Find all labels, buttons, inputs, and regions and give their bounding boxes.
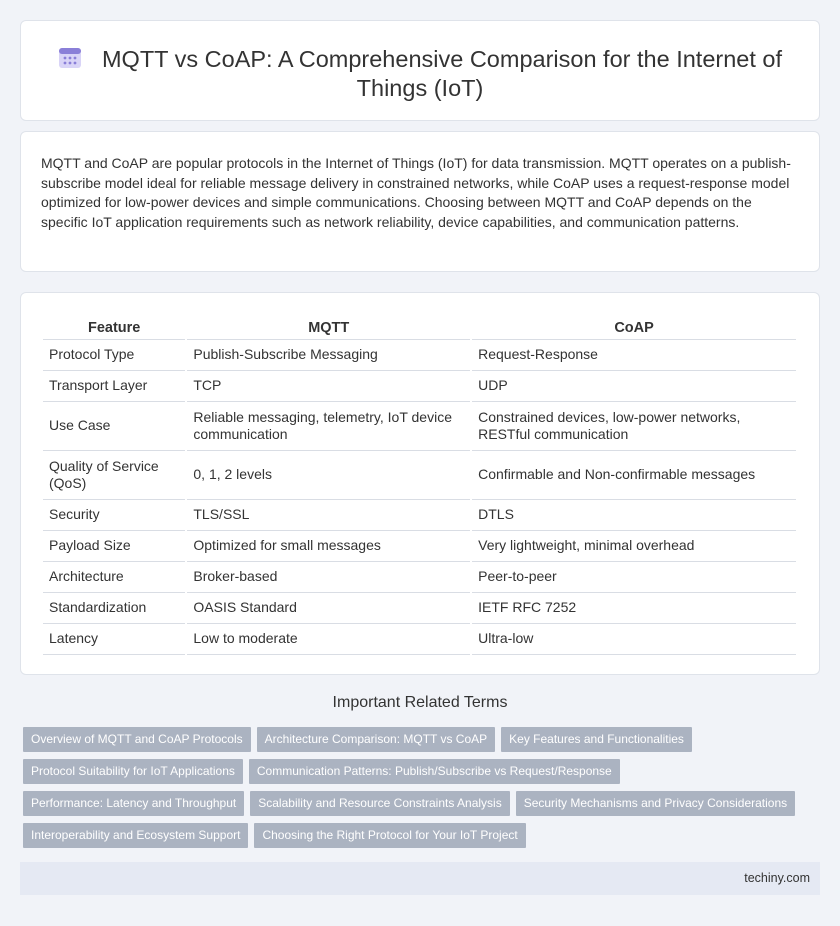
- cell-coap: Ultra-low: [472, 624, 796, 655]
- table-header-row: [43, 313, 796, 340]
- title-card: [20, 20, 820, 121]
- table-row: [43, 340, 796, 371]
- cell-feature: Payload Size: [43, 531, 185, 562]
- cell-feature: Security: [43, 500, 185, 531]
- intro-card: [20, 131, 820, 272]
- table-row: [43, 624, 796, 655]
- footer-bar: [20, 862, 820, 895]
- cell-feature: Quality of Service (QoS): [43, 451, 185, 500]
- cell-mqtt: OASIS Standard: [187, 593, 470, 624]
- cell-mqtt: 0, 1, 2 levels: [187, 451, 470, 500]
- table-row: [43, 451, 796, 500]
- cell-feature: Architecture: [43, 562, 185, 593]
- table-row: [43, 371, 796, 402]
- cell-coap: Constrained devices, low-power networks, RESTful communication: [472, 402, 796, 451]
- header-feature: Feature: [43, 313, 185, 340]
- related-terms-tags: [23, 727, 813, 855]
- tag-row: [23, 823, 813, 855]
- related-terms-heading: Important Related Terms: [332, 694, 508, 711]
- page-title: MQTT vs CoAP: A Comprehensive Comparison for the Internet of Things (IoT): [101, 46, 783, 101]
- table-row: [43, 562, 796, 593]
- tag-row: [23, 759, 813, 791]
- cell-feature: Latency: [43, 624, 185, 655]
- related-term-tag[interactable]: Security Mechanisms and Privacy Considerations: [516, 791, 795, 816]
- table-row: [43, 402, 796, 451]
- page-title-row: [21, 45, 819, 103]
- tag-row: [23, 727, 813, 759]
- related-term-tag[interactable]: Protocol Suitability for IoT Applications: [23, 759, 243, 784]
- cell-coap: Very lightweight, minimal overhead: [472, 531, 796, 562]
- cell-feature: Use Case: [43, 402, 185, 451]
- cell-feature: Transport Layer: [43, 371, 185, 402]
- related-term-tag[interactable]: Choosing the Right Protocol for Your IoT Project: [254, 823, 525, 848]
- related-term-tag[interactable]: Interoperability and Ecosystem Support: [23, 823, 248, 848]
- table-row: [43, 500, 796, 531]
- comparison-table: [41, 313, 798, 655]
- cell-mqtt: Publish-Subscribe Messaging: [187, 340, 470, 371]
- cell-coap: Request-Response: [472, 340, 796, 371]
- table-row: [43, 593, 796, 624]
- cell-mqtt: TCP: [187, 371, 470, 402]
- header-mqtt: MQTT: [187, 313, 470, 340]
- related-term-tag[interactable]: Key Features and Functionalities: [501, 727, 692, 752]
- cell-mqtt: TLS/SSL: [187, 500, 470, 531]
- related-term-tag[interactable]: Overview of MQTT and CoAP Protocols: [23, 727, 251, 752]
- cell-mqtt: Low to moderate: [187, 624, 470, 655]
- comparison-table-card: [20, 292, 820, 675]
- tag-row: [23, 791, 813, 823]
- intro-paragraph: MQTT and CoAP are popular protocols in the Internet of Things (IoT) for data transmission. MQTT operates on a publish-subscribe model ideal for reliable message delivery in constrained networks, while CoAP uses a request-response model optimized for low-power devices and simple communications. Choosing between MQTT and CoAP depends on the specific IoT application requirements such as network reliability, device capabilities, and communication patterns.: [41, 155, 791, 230]
- cell-mqtt: Reliable messaging, telemetry, IoT device communication: [187, 402, 470, 451]
- related-term-tag[interactable]: Scalability and Resource Constraints Analysis: [250, 791, 509, 816]
- cell-coap: DTLS: [472, 500, 796, 531]
- header-coap: CoAP: [472, 313, 796, 340]
- calendar-grid-icon: [58, 46, 82, 70]
- cell-coap: UDP: [472, 371, 796, 402]
- cell-feature: Protocol Type: [43, 340, 185, 371]
- cell-feature: Standardization: [43, 593, 185, 624]
- cell-mqtt: Optimized for small messages: [187, 531, 470, 562]
- cell-coap: IETF RFC 7252: [472, 593, 796, 624]
- related-term-tag[interactable]: Communication Patterns: Publish/Subscribe vs Request/Response: [249, 759, 620, 784]
- cell-coap: Confirmable and Non-confirmable messages: [472, 451, 796, 500]
- related-term-tag[interactable]: Performance: Latency and Throughput: [23, 791, 244, 816]
- related-term-tag[interactable]: Architecture Comparison: MQTT vs CoAP: [257, 727, 496, 752]
- footer-site-link[interactable]: techiny.com: [744, 871, 810, 885]
- cell-mqtt: Broker-based: [187, 562, 470, 593]
- table-row: [43, 531, 796, 562]
- cell-coap: Peer-to-peer: [472, 562, 796, 593]
